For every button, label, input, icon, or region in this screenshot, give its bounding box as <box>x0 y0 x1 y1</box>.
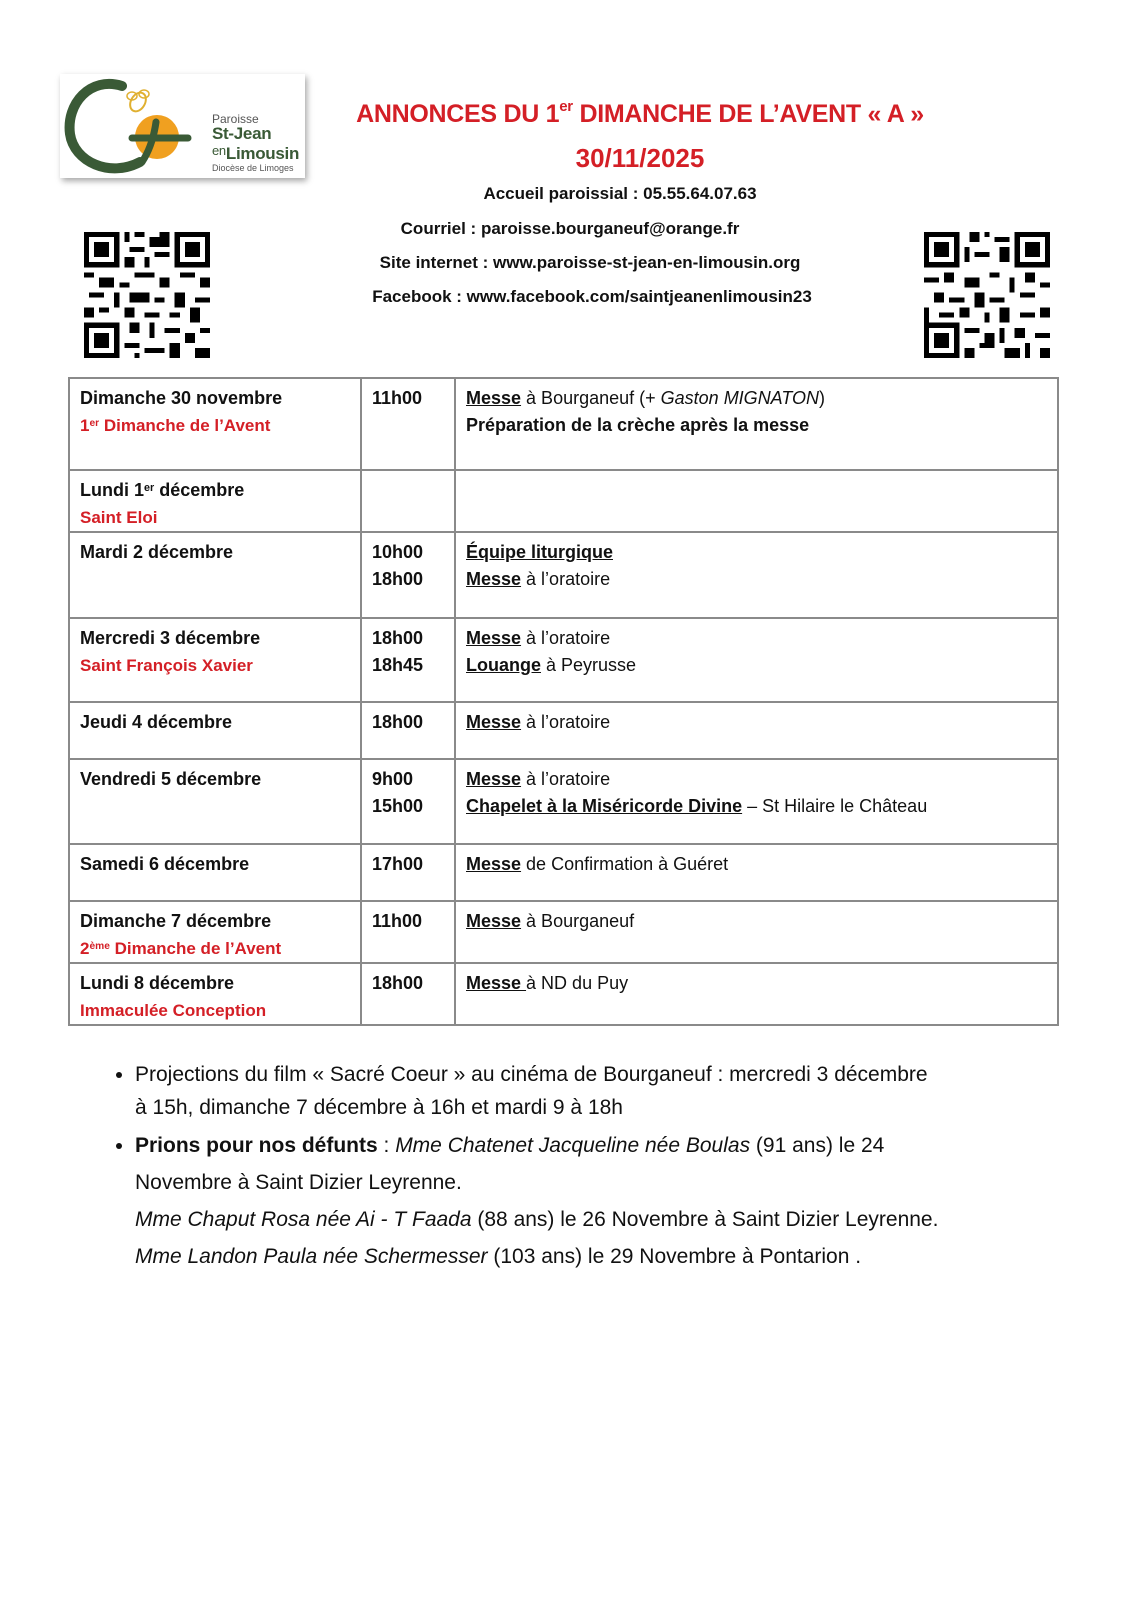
schedule-table <box>68 377 1059 1026</box>
event-cell <box>455 470 1058 532</box>
event-cell: Messe à ND du Puy <box>455 963 1058 1025</box>
qr-code-right <box>924 232 1050 358</box>
feast-label: 2ème Dimanche de l’Avent <box>80 939 282 958</box>
table-row <box>69 532 1058 618</box>
time-cell: 10h00 18h00 <box>361 532 455 618</box>
time-cell: 18h00 18h45 <box>361 618 455 702</box>
table-row <box>69 844 1058 901</box>
event-cell: Messe de Confirmation à Guéret <box>455 844 1058 901</box>
event-cell: Messe à l’oratoire <box>455 702 1058 759</box>
event-cell: Messe à Bourganeuf <box>455 901 1058 963</box>
feast-label: Saint Eloi <box>80 508 158 527</box>
time-cell <box>361 470 455 532</box>
list-item-defunts: • Prions pour nos défunts : Mme Chatenet Jacqueline née Boulas (91 ans) le 24 Novembre à Saint Dizier Leyrenne. Mme Chaput Rosa née Ai - T Faada (88 ans) le 26 Novembre à Saint Dizier Leyrenne. Mme Landon Paula née Schermesser (103 ans) le 29 Novembre à Pontarion . <box>135 1127 1060 1275</box>
table-row <box>69 378 1058 470</box>
logo-text-limousin: $^{en}$Limousin <box>212 143 300 163</box>
day-cell: Lundi 8 décembre Immaculée Conception <box>69 963 361 1025</box>
day-cell: Samedi 6 décembre <box>69 844 361 901</box>
table-row <box>69 470 1058 532</box>
contact-email[interactable]: Courriel : paroisse.bourganeuf@orange.fr <box>400 219 740 238</box>
table-row <box>69 618 1058 702</box>
table-row <box>69 963 1058 1025</box>
logo-emblem-icon <box>60 74 210 178</box>
day-cell: Jeudi 4 décembre <box>69 702 361 759</box>
event-cell: Messe à l’oratoire Louange à Peyrusse <box>455 618 1058 702</box>
event-cell: Messe à l’oratoire Chapelet à la Miséricorde Divine – St Hilaire le Château <box>455 759 1058 844</box>
feast-label: Saint François Xavier <box>80 656 253 675</box>
logo-text-paroisse: Paroisse <box>212 112 259 126</box>
table-row <box>69 901 1058 963</box>
parish-logo <box>60 74 305 178</box>
time-cell: 11h00 <box>361 378 455 470</box>
day-cell: Lundi 1er décembre Saint Eloi <box>69 470 361 532</box>
time-cell: 11h00 <box>361 901 455 963</box>
event-cell: Équipe liturgique Messe à l’oratoire <box>455 532 1058 618</box>
qr-code-left <box>84 232 210 358</box>
day-cell: Dimanche 7 décembre 2ème Dimanche de l’Avent <box>69 901 361 963</box>
announcements-list <box>100 1058 1060 1278</box>
day-cell: Vendredi 5 décembre <box>69 759 361 844</box>
page-date: 30/11/2025 <box>575 143 705 173</box>
time-cell: 17h00 <box>361 844 455 901</box>
logo-text-diocese: Diocèse de Limoges <box>212 163 294 173</box>
contact-website[interactable]: Site internet : www.paroisse-st-jean-en-limousin.org <box>379 253 801 272</box>
list-item-film: • Projections du film « Sacré Coeur » au cinéma de Bourganeuf : mercredi 3 décembre à 15h, dimanche 7 décembre à 16h et mardi 9 à 18h <box>135 1058 1060 1124</box>
accueil-phone: Accueil paroissial : 05.55.64.07.63 <box>483 184 757 203</box>
logo-text-st-jean: St-Jean <box>212 124 272 143</box>
page-title: ANNONCES DU 1er DIMANCHE DE L’AVENT « A » <box>356 98 924 128</box>
feast-label: Immaculée Conception <box>80 1001 267 1020</box>
table-row <box>69 702 1058 759</box>
event-cell: Messe à Bourganeuf (+ Gaston MIGNATON) Préparation de la crèche après la messe <box>455 378 1058 470</box>
time-cell: 9h00 15h00 <box>361 759 455 844</box>
day-cell: Mercredi 3 décembre Saint François Xavier <box>69 618 361 702</box>
day-cell: Mardi 2 décembre <box>69 532 361 618</box>
time-cell: 18h00 <box>361 702 455 759</box>
feast-label: 1er Dimanche de l’Avent <box>80 416 271 435</box>
table-row <box>69 759 1058 844</box>
contact-facebook[interactable]: Facebook : www.facebook.com/saintjeanenlimousin23 <box>372 287 812 306</box>
day-cell: Dimanche 30 novembre 1er Dimanche de l’Avent <box>69 378 361 470</box>
time-cell: 18h00 <box>361 963 455 1025</box>
